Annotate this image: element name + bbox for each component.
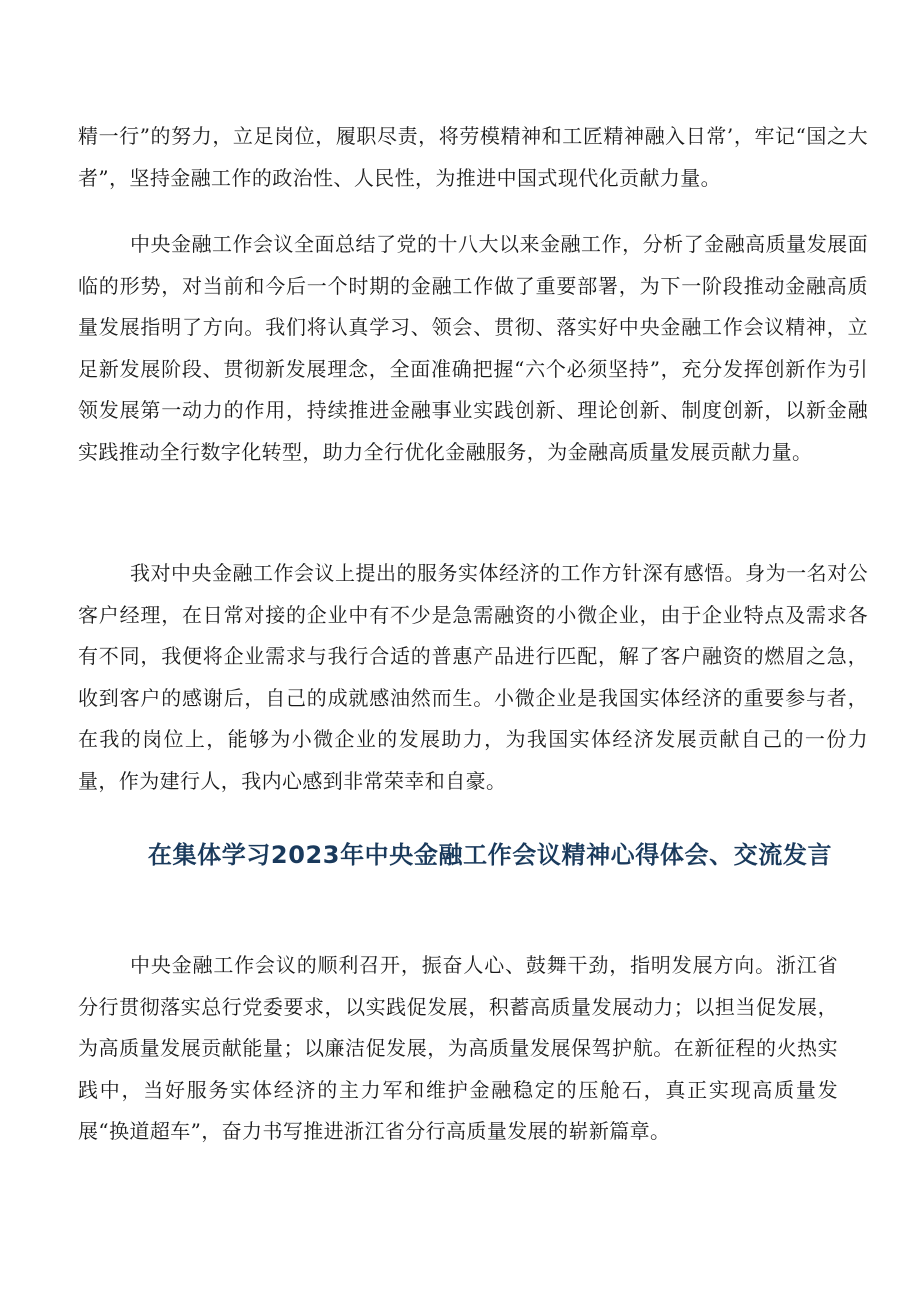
paragraph-4: 中央金融工作会议的顺利召开，振奋人心、鼓舞干劲，指明发展方向。浙江省分行贯彻落实总行党委要求，以实践促发展，积蓄高质量发展动力；以担当促发展，为高质量发展贡献能量；以廉洁促发展，为高质量发展保驾护航。在新征程的火热实践中，当好服务实体经济的主力军和维护金融稳定的压舱石，真正实现高质量发展“换道超车”，奋力书写推进浙江省分行高质量发展的崭新篇章。 — [78, 953, 838, 1143]
paragraph-3: 我对中央金融工作会议上提出的服务实体经济的工作方针深有感悟。身为一名对公客户经理，在日常对接的企业中有不少是急需融资的小微企业，由于企业特点及需求各有不同，我便将企业需求与我行合适的普惠产品进行匹配，解了客户融资的燃眉之急，收到客户的感谢后，自己的成就感油然而生。小微企业是我国实体经济的重要参与者，在我的岗位上，能够为小微企业的发展助力，为我国实体经济发展贡献自己的一份力量，作为建行人，我内心感到非常荣幸和自豪。 — [78, 561, 868, 793]
paragraph-1: 精一行”的努力，立足岗位，履职尽责，将劳模精神和工匠精神融入日常’，牢记“国之大者”，坚持金融工作的政治性、人民性，为推进中国式现代化贡献力量。 — [78, 124, 868, 190]
section-heading: 在集体学习2023年中央金融工作会议精神心得体会、交流发言 — [147, 841, 833, 869]
paragraph-2: 中央金融工作会议全面总结了党的十八大以来金融工作，分析了金融高质量发展面临的形势，对当前和今后一个时期的金融工作做了重要部署，为下一阶段推动金融高质量发展指明了方向。我们将认真学习、领会、贯彻、落实好中央金融工作会议精神，立足新发展阶段、贯彻新发展理念，全面准确把握“六个必须坚持”，充分发挥创新作为引领发展第一动力的作用，持续推进金融事业实践创新、理论创新、制度创新，以新金融实践推动全行数字化转型，助力全行优化金融服务，为金融高质量发展贡献力量。 — [78, 232, 868, 464]
